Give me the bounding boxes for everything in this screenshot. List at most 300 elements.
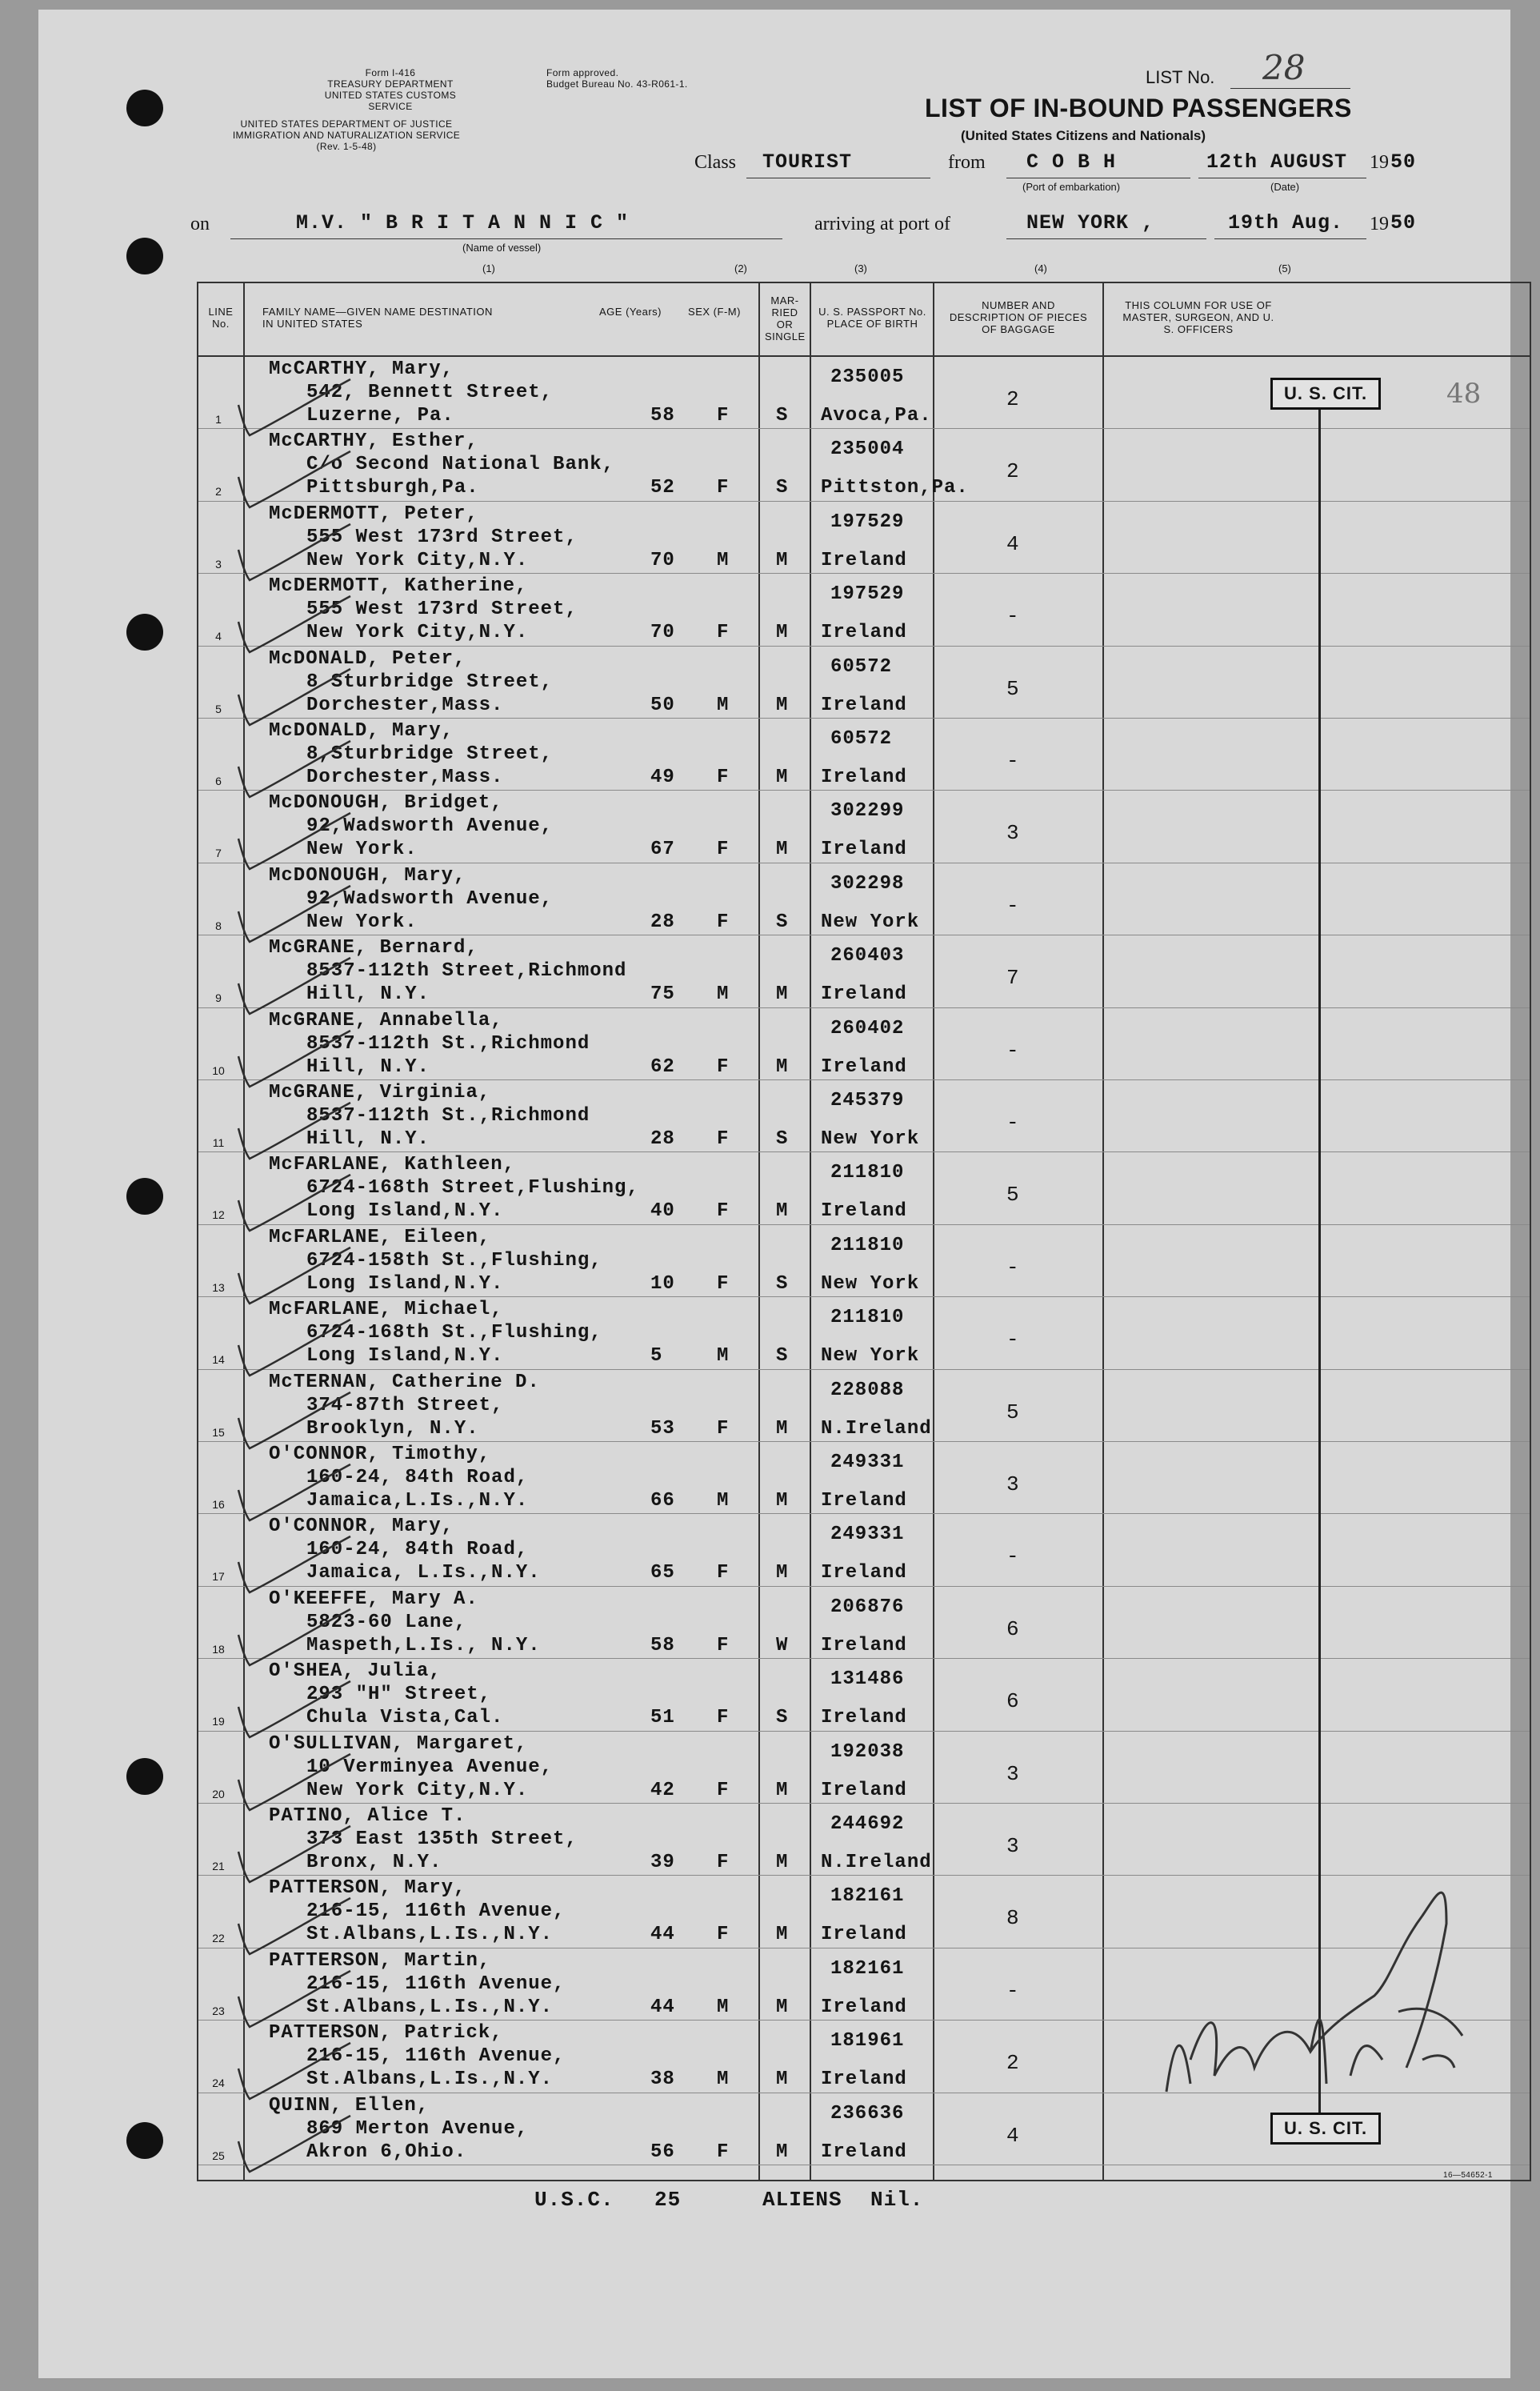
table-row [198,1297,1530,1369]
passenger-age: 58 [650,1634,675,1656]
place-of-birth: Ireland [821,622,907,644]
line-number: 22 [212,1932,225,1945]
passenger-address-1: 374-87th Street, [306,1394,504,1416]
passenger-sex: M [717,694,730,716]
passenger-age: 52 [650,477,675,499]
passport-number: 197529 [830,511,905,533]
arrival-date: 19th Aug. [1228,211,1344,234]
baggage-count: - [1006,1038,1020,1063]
passport-number: 245379 [830,1090,905,1111]
passenger-address-2: Bronx, N.Y. [306,1852,442,1873]
col-num-5: (5) [1278,262,1291,274]
line-number: 20 [212,1787,225,1800]
passenger-age: 42 [650,1779,675,1801]
marital-status: M [776,1924,789,1946]
place-of-birth: Ireland [821,2141,907,2163]
passenger-address-1: C/o Second National Bank, [306,454,615,476]
passenger-sex: F [717,1055,730,1078]
passenger-address-2: St.Albans,L.Is.,N.Y. [306,2069,554,2091]
passenger-sex: F [717,2141,730,2163]
check-mark-icon [230,2109,358,2181]
passport-number: 197529 [830,583,905,606]
baggage-count: 4 [1006,2123,1020,2148]
arrival-port-rule [1006,238,1206,239]
passport-number: 60572 [830,728,893,750]
passenger-address-2: Long Island,N.Y. [306,1272,504,1295]
passenger-age: 75 [650,983,675,1006]
marital-status: S [776,1128,789,1150]
us-citizen-stamp-bottom: U. S. CIT. [1270,2113,1381,2145]
col-num-2: (2) [734,262,747,274]
passenger-name: McCARTHY, Esther, [269,431,478,453]
passenger-address-1: 8 Sturbridge Street, [306,671,554,693]
passenger-address-1: 216-15, 116th Avenue, [306,1900,566,1923]
port-caption: (Port of embarkation) [1022,181,1121,193]
baggage-count: - [1006,749,1020,773]
line-number: 17 [212,1570,225,1584]
approval-block [546,67,688,90]
place-of-birth: Ireland [821,1707,907,1729]
on-label: on [190,214,210,234]
baggage-count: - [1006,604,1020,629]
passenger-name: O'KEEFFE, Mary A. [269,1588,478,1610]
passenger-address-1: 6724-168th Street,Flushing, [306,1177,639,1200]
passenger-name: McGRANE, Annabella, [269,1009,503,1031]
marital-status: M [776,839,789,861]
table-row [198,429,1530,501]
line-number: 9 [215,991,222,1005]
arrival-year-prefix: 19 [1370,214,1389,234]
list-no-label: LIST No. [1146,67,1215,87]
passenger-address-2: New York. [306,839,418,861]
header-married: MAR-RIED OR SINGLE [765,294,806,342]
passenger-age: 67 [650,839,675,861]
arrival-port: NEW YORK , [1026,211,1155,234]
table-row [198,1370,1530,1442]
marital-status: M [776,1417,789,1440]
passenger-sex: F [717,622,730,644]
col-num-4: (4) [1034,262,1047,274]
port-of-embarkation: C O B H [1026,150,1117,174]
punch-hole [126,614,163,651]
passenger-age: 38 [650,2069,675,2091]
line-number: 6 [215,775,222,787]
place-of-birth: New York [821,1272,920,1295]
table-row [198,863,1530,935]
passenger-name: O'SHEA, Julia, [269,1660,442,1683]
passenger-address-2: New York. [306,911,418,933]
marital-status: M [776,1200,789,1223]
passenger-address-2: Akron 6,Ohio. [306,2141,467,2163]
passport-number: 211810 [830,1234,905,1256]
passenger-address-1: 8,Sturbridge Street, [306,743,554,765]
place-of-birth: Ireland [821,2069,907,2091]
marital-status: M [776,2069,789,2091]
place-of-birth: Ireland [821,549,907,571]
passenger-address-2: Brooklyn, N.Y. [306,1417,479,1440]
vessel-name: M.V. " B R I T A N N I C " [296,211,630,234]
place-of-birth: Ireland [821,767,907,788]
table-row [198,1080,1530,1152]
place-of-birth: Pittston,Pa. [821,477,969,499]
place-of-birth: Ireland [821,1924,907,1946]
officer-signature [1158,1852,1494,2116]
passenger-name: McDONOUGH, Bridget, [269,792,503,815]
passenger-address-2: Maspeth,L.Is., N.Y. [306,1634,541,1656]
passport-number: 206876 [830,1596,905,1618]
vessel-caption: (Name of vessel) [462,242,542,254]
passport-number: 228088 [830,1379,905,1401]
line-number: 2 [215,485,222,499]
passenger-address-1: 8537-112th Street,Richmond [306,960,627,983]
place-of-birth: Ireland [821,1200,907,1223]
marital-status: M [776,1852,789,1873]
footer-aliens-label: ALIENS [762,2188,842,2212]
passenger-name: McGRANE, Bernard, [269,937,478,959]
form-number: Form I-416 [365,67,416,78]
header-name: FAMILY NAME—GIVEN NAME DESTINATION IN UNITED STATES [262,306,493,330]
place-of-birth: Ireland [821,1055,907,1078]
marital-status: S [776,405,789,427]
passport-number: 244692 [830,1813,905,1835]
passport-number: 211810 [830,1307,905,1329]
passenger-address-1: 869 Merton Avenue, [306,2117,529,2140]
passenger-sex: F [717,839,730,861]
passenger-sex: M [717,1490,730,1512]
line-number: 7 [215,847,222,860]
treasury-label: TREASURY DEPARTMENT [327,78,454,90]
passenger-address-1: 160-24, 84th Road, [306,1539,529,1561]
passenger-name: O'CONNOR, Timothy, [269,1444,491,1465]
passenger-address-1: 293 "H" Street, [306,1684,492,1706]
baggage-count: 2 [1006,2051,1020,2076]
passenger-address-2: Hill, N.Y. [306,1055,430,1078]
passenger-name: PATTERSON, Martin, [269,1949,491,1972]
passport-number: 131486 [830,1668,905,1691]
margin-number: 48 [1446,378,1482,410]
marital-status: M [776,2141,789,2163]
form-id-block [302,67,478,112]
line-number: 23 [212,2004,225,2017]
passenger-name: McFARLANE, Kathleen, [269,1154,516,1176]
passport-number: 236636 [830,2102,905,2125]
passenger-sex: M [717,1345,730,1368]
passenger-sex: F [717,1707,730,1729]
baggage-count: 6 [1006,1689,1020,1714]
passenger-age: 58 [650,405,675,427]
table-row [198,935,1530,1007]
passport-number: 302298 [830,872,905,895]
list-no-value: 28 [1262,48,1306,87]
passenger-age: 50 [650,694,675,716]
passenger-address-2: Pittsburgh,Pa. [306,477,479,499]
marital-status: M [776,1490,789,1512]
passenger-address-2: Jamaica,L.Is.,N.Y. [306,1490,529,1512]
passenger-address-2: Luzerne, Pa. [306,405,454,427]
table-row [198,647,1530,719]
passenger-sex: F [717,767,730,788]
passenger-age: 28 [650,1128,675,1150]
punch-hole [126,1758,163,1795]
passenger-sex: F [717,405,730,427]
punch-hole [126,238,163,274]
table-row [198,502,1530,574]
departure-date: 12th AUGUST [1206,150,1348,174]
passenger-sex: F [717,1852,730,1873]
arriving-label: arriving at port of [814,214,950,234]
passenger-age: 62 [650,1055,675,1078]
passenger-address-1: 160-24, 84th Road, [306,1467,529,1488]
passenger-address-2: New York City,N.Y. [306,549,529,571]
header-sex: SEX (F-M) [688,306,741,318]
passenger-name: McDONALD, Mary, [269,720,454,742]
passport-number: 302299 [830,800,905,823]
passenger-sex: F [717,911,730,933]
baggage-count: 5 [1006,676,1020,701]
baggage-count: 8 [1006,1906,1020,1931]
passport-number: 235004 [830,439,905,461]
customs-label: UNITED STATES CUSTOMS SERVICE [324,90,457,112]
line-number: 15 [212,1425,225,1439]
col-num-1: (1) [482,262,495,274]
place-of-birth: New York [821,911,920,933]
line-number: 19 [212,1715,225,1728]
passenger-address-1: 92,Wadsworth Avenue, [306,815,554,838]
baggage-count: 3 [1006,1472,1020,1496]
marital-status: M [776,694,789,716]
passenger-sex: F [717,477,730,499]
place-of-birth: Ireland [821,1996,907,2018]
line-number: 14 [212,1353,225,1367]
marital-status: M [776,1996,789,2018]
punch-hole [126,1178,163,1215]
passenger-sex: F [717,1417,730,1440]
place-of-birth: Ireland [821,694,907,716]
line-number: 13 [212,1280,225,1294]
page-subtitle: (United States Citizens and Nationals) [961,128,1206,143]
passenger-address-2: Long Island,N.Y. [306,1345,504,1368]
us-citizen-stamp-top: U. S. CIT. [1270,378,1381,410]
passenger-name: McCARTHY, Mary, [269,358,454,380]
marital-status: M [776,622,789,644]
baggage-count: 2 [1006,387,1020,411]
line-number: 8 [215,919,222,932]
col-num-3: (3) [854,262,867,274]
passenger-age: 39 [650,1852,675,1873]
table-row [198,1442,1530,1514]
line-number: 18 [212,1642,225,1656]
place-of-birth: Ireland [821,1634,907,1656]
passenger-age: 65 [650,1562,675,1584]
table-row [198,1152,1530,1224]
passport-number: 182161 [830,1885,905,1908]
list-no-rule [1230,88,1350,89]
passenger-age: 10 [650,1272,675,1295]
table-row [198,719,1530,791]
passenger-address-2: Hill, N.Y. [306,1128,430,1150]
passenger-name: McGRANE, Virginia, [269,1082,491,1103]
baggage-count: 3 [1006,821,1020,846]
ins-label: IMMIGRATION AND NATURALIZATION SERVICE [232,130,461,141]
line-number: 4 [215,630,222,643]
passenger-address-1: 6724-168th St.,Flushing, [306,1322,602,1344]
marital-status: S [776,911,789,933]
form-approved: Form approved. [546,67,619,78]
footer-usc-label: U.S.C. [534,2188,614,2212]
passenger-sex: M [717,983,730,1006]
passenger-address-1: 92,Wadsworth Avenue, [306,887,554,910]
marital-status: M [776,1779,789,1801]
passenger-address-1: 216-15, 116th Avenue, [306,1972,566,1995]
passenger-address-2: Long Island,N.Y. [306,1200,504,1223]
passport-number: 211810 [830,1162,905,1184]
place-of-birth: N.Ireland [821,1852,932,1873]
passenger-age: 5 [650,1345,663,1368]
revision-label: (Rev. 1-5-48) [316,141,377,152]
marital-status: M [776,767,789,788]
marital-status: S [776,477,789,499]
passenger-sex: F [717,1128,730,1150]
class-label: Class [694,152,737,173]
passenger-address-1: 8537-112th St.,Richmond [306,1105,590,1127]
passenger-age: 49 [650,767,675,788]
table-row [198,791,1530,863]
header-line-no: LINE No. [208,306,234,330]
passenger-age: 28 [650,911,675,933]
footer-aliens-count: Nil. [870,2188,924,2212]
marital-status: S [776,1345,789,1368]
passenger-name: McDERMOTT, Peter, [269,503,478,525]
baggage-count: 5 [1006,1183,1020,1208]
place-of-birth: Avoca,Pa. [821,405,932,427]
passenger-address-2: Dorchester,Mass. [306,694,504,716]
passenger-age: 40 [650,1200,675,1223]
passenger-name: PATTERSON, Mary, [269,1877,466,1900]
passenger-name: O'CONNOR, Mary, [269,1516,454,1538]
passenger-age: 56 [650,2141,675,2163]
line-number: 11 [212,1136,225,1149]
passport-number: 192038 [830,1740,905,1763]
year-prefix: 19 [1370,152,1389,173]
passenger-name: PATTERSON, Patrick, [269,2022,503,2045]
year-value: 50 [1390,150,1417,174]
passenger-address-1: 6724-158th St.,Flushing, [306,1249,602,1272]
table-row [198,1514,1530,1586]
line-number: 25 [212,2149,225,2162]
table-row [198,1732,1530,1804]
passport-number: 249331 [830,1524,905,1546]
passenger-address-1: 555 West 173rd Street, [306,526,578,548]
table-row [198,1225,1530,1297]
marital-status: M [776,983,789,1006]
passenger-name: McDONALD, Peter, [269,647,466,670]
from-label: from [948,152,986,173]
arrival-year: 50 [1390,211,1417,234]
passenger-name: O'SULLIVAN, Margaret, [269,1732,528,1755]
punch-hole [126,2122,163,2159]
place-of-birth: N.Ireland [821,1417,932,1440]
place-of-birth: Ireland [821,839,907,861]
passenger-age: 51 [650,1707,675,1729]
passenger-address-2: Hill, N.Y. [306,983,430,1006]
passenger-address-2: Dorchester,Mass. [306,767,504,788]
passenger-address-2: St.Albans,L.Is.,N.Y. [306,1924,554,1946]
baggage-count: - [1006,1111,1020,1135]
passenger-address-2: Jamaica, L.Is.,N.Y. [306,1562,541,1584]
header-baggage: NUMBER AND DESCRIPTION OF PIECES OF BAGGAGE [949,299,1088,335]
table-row [198,574,1530,646]
place-of-birth: New York [821,1128,920,1150]
passenger-address-1: 8537-112th St.,Richmond [306,1032,590,1055]
passenger-address-1: 216-15, 116th Avenue, [306,2045,566,2068]
passenger-age: 70 [650,549,675,571]
passenger-address-1: 5823-60 Lane, [306,1611,467,1633]
marital-status: S [776,1707,789,1729]
justice-label: UNITED STATES DEPARTMENT OF JUSTICE [240,118,453,130]
passenger-table [197,282,1531,2181]
punch-hole [126,90,163,126]
header-age: AGE (Years) [599,306,662,318]
passenger-sex: F [717,1924,730,1946]
line-number: 5 [215,702,222,715]
budget-bureau: Budget Bureau No. 43-R061-1. [546,78,688,90]
line-number: 1 [215,413,222,426]
passenger-sex: M [717,1996,730,2018]
baggage-count: 6 [1006,1616,1020,1641]
passenger-address-2: St.Albans,L.Is.,N.Y. [306,1996,554,2018]
place-of-birth: Ireland [821,1562,907,1584]
passenger-name: PATINO, Alice T. [269,1805,466,1827]
date-caption: (Date) [1270,181,1300,193]
marital-status: M [776,1055,789,1078]
baggage-count: 2 [1006,459,1020,484]
baggage-count: 3 [1006,1761,1020,1786]
baggage-count: - [1006,893,1020,918]
passenger-name: QUINN, Ellen, [269,2094,430,2117]
passport-number: 182161 [830,1957,905,1980]
baggage-count: - [1006,1544,1020,1569]
passenger-address-2: New York City,N.Y. [306,622,529,644]
line-number: 21 [212,1860,225,1872]
passenger-sex: F [717,1562,730,1584]
passport-number: 249331 [830,1452,905,1473]
marital-status: S [776,1272,789,1295]
line-number: 12 [212,1208,225,1222]
passenger-address-1: 542, Bennett Street, [306,382,554,403]
place-of-birth: Ireland [821,1779,907,1801]
justice-block [190,118,502,152]
passenger-sex: F [717,1779,730,1801]
header-officers: THIS COLUMN FOR USE OF MASTER, SURGEON, AND U. S. OFFICERS [1122,299,1274,335]
marital-status: M [776,1562,789,1584]
passenger-age: 44 [650,1924,675,1946]
passport-number: 260402 [830,1017,905,1039]
line-number: 24 [212,2077,225,2090]
arrival-date-rule [1214,238,1366,239]
passenger-address-1: 373 East 135th Street, [306,1828,578,1850]
passenger-name: McDERMOTT, Katherine, [269,575,528,598]
table-row [198,1587,1530,1659]
passenger-address-2: Chula Vista,Cal. [306,1707,504,1729]
baggage-count: 3 [1006,1834,1020,1858]
baggage-count: 7 [1006,966,1020,991]
passenger-sex: M [717,2069,730,2091]
passenger-sex: M [717,549,730,571]
passenger-age: 70 [650,622,675,644]
passenger-address-1: 555 West 173rd Street, [306,599,578,621]
class-value: TOURIST [762,150,853,174]
passenger-name: McDONOUGH, Mary, [269,864,466,887]
